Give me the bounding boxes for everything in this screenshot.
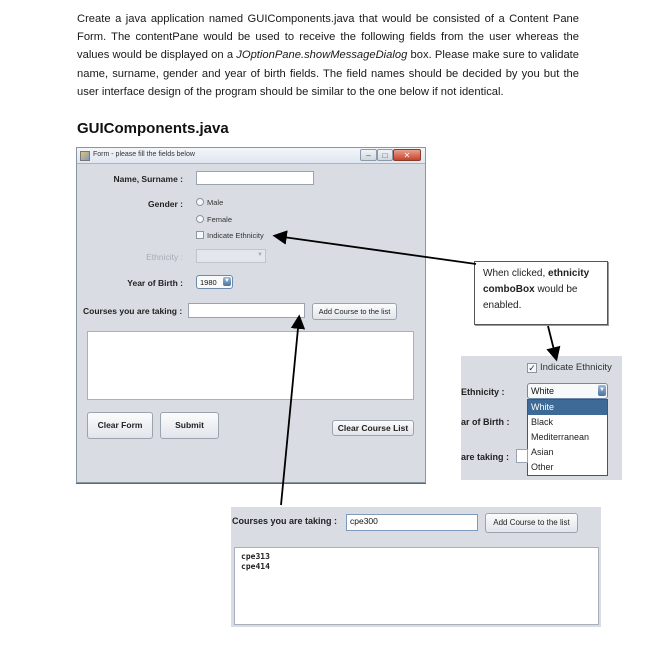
course-input[interactable]: [188, 303, 305, 318]
indicate-ethnicity-label: Indicate Ethnicity: [540, 362, 612, 373]
clear-form-button[interactable]: Clear Form: [87, 412, 153, 439]
assignment-paragraph: [77, 10, 579, 101]
name-surname-input[interactable]: [196, 171, 314, 185]
radio-female[interactable]: [196, 215, 232, 224]
java-app-icon: [80, 151, 90, 161]
paragraph-italic: JOptionPane.showMessageDialog: [236, 49, 408, 62]
clear-course-list-button[interactable]: Clear Course List: [332, 420, 414, 436]
close-button[interactable]: [393, 149, 421, 161]
ethnicity-label: Ethnicity :: [461, 387, 505, 397]
radio-male[interactable]: [196, 198, 223, 207]
courses-label-partial: are taking :: [461, 452, 510, 462]
year-value: 1980: [200, 278, 217, 287]
radio-circle-icon: [196, 215, 204, 223]
window-titlebar[interactable]: [77, 148, 425, 164]
year-label-partial: ar of Birth :: [461, 417, 510, 427]
dropdown-option[interactable]: White: [528, 400, 607, 415]
paragraph-text-2: box. Please make sure to validate name, surname, gender and year of birth fields. The field names should be decided by you but the user interface design of the program should be similar to the one below if not identical.: [77, 49, 579, 98]
dropdown-option[interactable]: Other: [531, 462, 554, 472]
checkbox-icon: [196, 231, 204, 239]
minimize-icon: –: [366, 151, 371, 160]
radio-female-label: Female: [207, 215, 233, 224]
course-list-item: cpe313: [241, 552, 270, 561]
courses-label: Courses you are taking :: [83, 306, 183, 316]
course-list-item: cpe414: [241, 562, 270, 571]
dropdown-option[interactable]: Mediterranean: [531, 432, 590, 442]
year-of-birth-label: Year of Birth :: [127, 278, 183, 288]
ethnicity-enabled-snippet: [461, 356, 622, 480]
dropdown-arrow-icon: ▼: [224, 278, 230, 284]
dropdown-option[interactable]: Asian: [531, 447, 554, 457]
gender-label: Gender :: [148, 199, 183, 209]
minimize-button[interactable]: [360, 149, 377, 161]
maximize-button[interactable]: [377, 149, 393, 161]
course-list-snippet: [231, 507, 601, 627]
add-course-button[interactable]: Add Course to the list: [485, 513, 578, 533]
radio-male-label: Male: [207, 198, 224, 207]
callout-text-prefix: When clicked,: [483, 268, 549, 279]
annotation-callout: [474, 261, 608, 325]
course-input[interactable]: cpe300: [346, 514, 478, 531]
callout-text-suffix: would be enabled.: [483, 284, 578, 311]
maximize-icon: □: [382, 151, 388, 160]
course-input-partial[interactable]: [516, 449, 528, 463]
dropdown-arrow-icon: ▼: [257, 252, 263, 258]
window-title: Form - please fill the fields below: [93, 151, 195, 158]
course-list-area[interactable]: [87, 331, 414, 400]
ethnicity-combobox[interactable]: [527, 383, 608, 399]
ethnicity-combobox-disabled[interactable]: [196, 249, 266, 263]
form-window: [76, 147, 426, 483]
checkbox-checked-icon: ✓: [528, 363, 536, 373]
section-heading: GUIComponents.java: [77, 120, 229, 137]
callout-text-bold: ethnicity comboBox: [483, 268, 590, 295]
name-label: Name, Surname :: [113, 174, 183, 184]
ethnicity-label: Ethnicity :: [146, 252, 183, 262]
ethnicity-dropdown-list: [527, 399, 608, 476]
dropdown-arrow-icon: ▼: [598, 385, 606, 396]
paragraph-text-1: Create a java application named GUIComponents.java that would be consisted of a Content Pane Form. The contentPane would be used to receive the following fields from the user whereas the values would be displayed on a: [77, 13, 579, 62]
radio-circle-icon: [196, 198, 204, 206]
add-course-button[interactable]: Add Course to the list: [312, 303, 397, 320]
close-icon: ✕: [403, 151, 411, 160]
ethnicity-selected-value: White: [531, 386, 555, 396]
submit-button[interactable]: Submit: [160, 412, 219, 439]
course-list-area[interactable]: [234, 547, 599, 625]
indicate-ethnicity-checkbox[interactable]: [196, 231, 264, 240]
indicate-ethnicity-checkbox-checked[interactable]: [527, 362, 612, 373]
arrow-to-ethnicity-snippet: [548, 326, 556, 358]
year-of-birth-combobox[interactable]: [196, 275, 233, 289]
indicate-ethnicity-label: Indicate Ethnicity: [207, 231, 264, 240]
dropdown-option[interactable]: Black: [531, 417, 554, 427]
courses-label: Courses you are taking :: [232, 516, 338, 526]
